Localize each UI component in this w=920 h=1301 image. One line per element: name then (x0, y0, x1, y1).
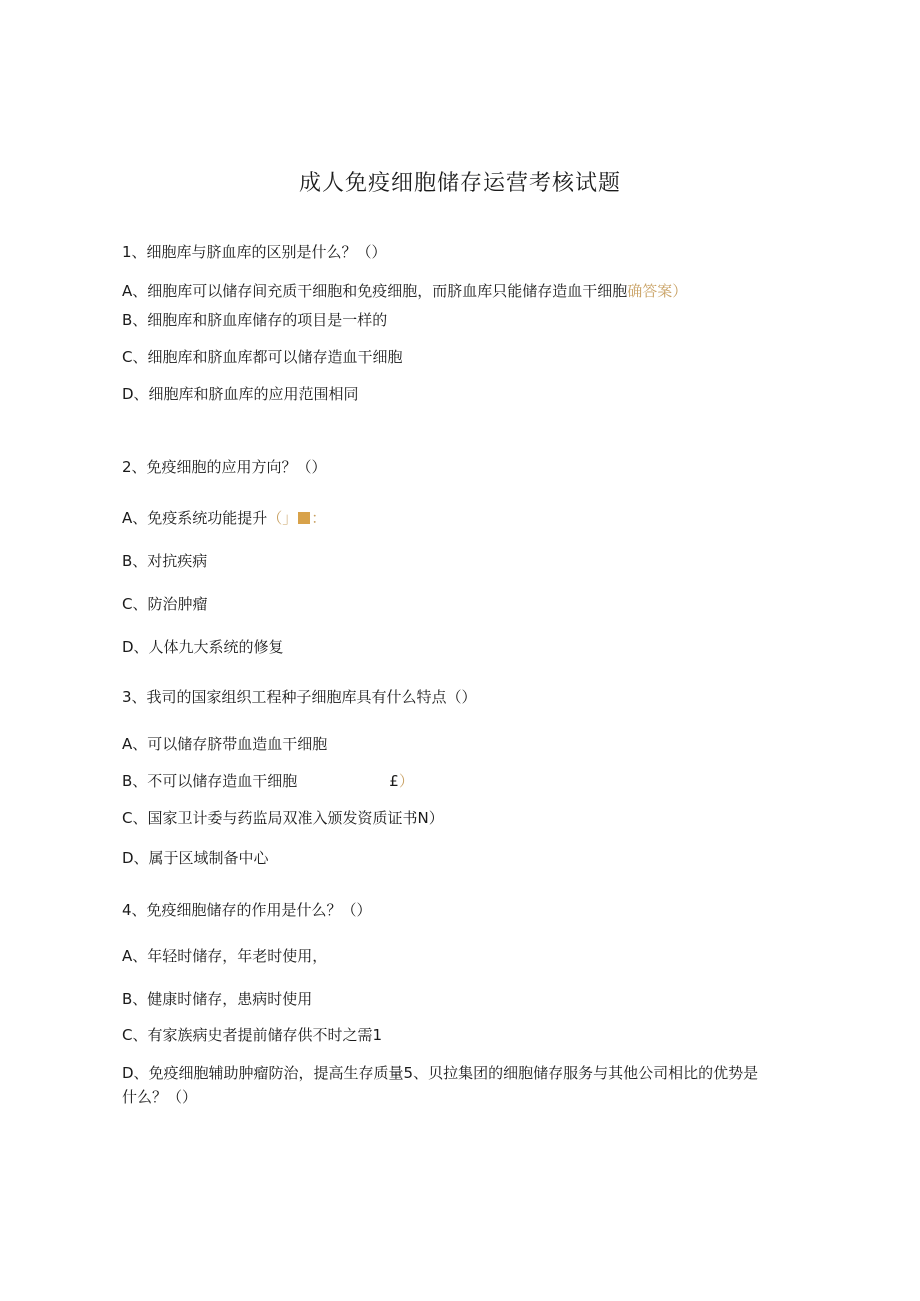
q1-answer-mark: 确答案） (627, 282, 688, 300)
q2-option-a (122, 507, 326, 529)
q3-answer-mark-b: ） (398, 772, 414, 790)
answer-mark-icon (298, 512, 310, 524)
q1-option-a (122, 280, 687, 302)
q4-option-b: B、健康时储存，患病时使用 (122, 990, 313, 1008)
q3-option-c: C、国家卫计委与药监局双准入颁发资质证书N） (122, 809, 444, 827)
q1-option-a-text: A、细胞库可以储存间充质干细胞和免疫细胞，而脐血库只能储存造血干细胞 (122, 282, 628, 300)
page-title: 成人免疫细胞储存运营考核试题 (298, 171, 621, 196)
q1-option-d: D、细胞库和脐血库的应用范围相同 (122, 385, 359, 403)
question-2: 2、免疫细胞的应用方向？（） (122, 458, 327, 476)
q4-option-a: A、年轻时储存，年老时使用， (122, 947, 328, 965)
q3-option-a: A、可以储存脐带血造血干细胞 (122, 735, 328, 753)
q3-answer-mark-a: £ (389, 772, 399, 790)
q1-option-b: B、细胞库和脐血库储存的项目是一样的 (122, 311, 388, 329)
q2-option-b: B、对抗疾病 (122, 552, 208, 570)
q2-answer-mark-right: ： (311, 509, 327, 527)
q4-option-c: C、有家族病史者提前储存供不时之需1 (122, 1026, 383, 1044)
q3-option-d: D、属于区域制备中心 (122, 849, 269, 867)
q1-option-c: C、细胞库和脐血库都可以储存造血干细胞 (122, 348, 403, 366)
q3-option-b-text: B、不可以储存造血干细胞 (122, 772, 298, 790)
q2-answer-mark-left: （」 (267, 509, 298, 527)
question-3: 3、我司的国家组织工程种子细胞库具有什么特点（） (122, 688, 477, 706)
q4-option-d: D、免疫细胞辅助肿瘤防治，提高生存质量5、贝拉集团的细胞储存服务与其他公司相比的优势是什么？（） (122, 1064, 759, 1106)
question-1: 1、细胞库与脐血库的区别是什么？（） (122, 243, 387, 261)
q2-option-d: D、人体九大系统的修复 (122, 638, 284, 656)
question-4: 4、免疫细胞储存的作用是什么？（） (122, 901, 372, 919)
q2-option-c: C、防治肿瘤 (122, 595, 208, 613)
q3-option-b (122, 770, 414, 792)
q2-option-a-text: A、免疫系统功能提升 (122, 509, 268, 527)
